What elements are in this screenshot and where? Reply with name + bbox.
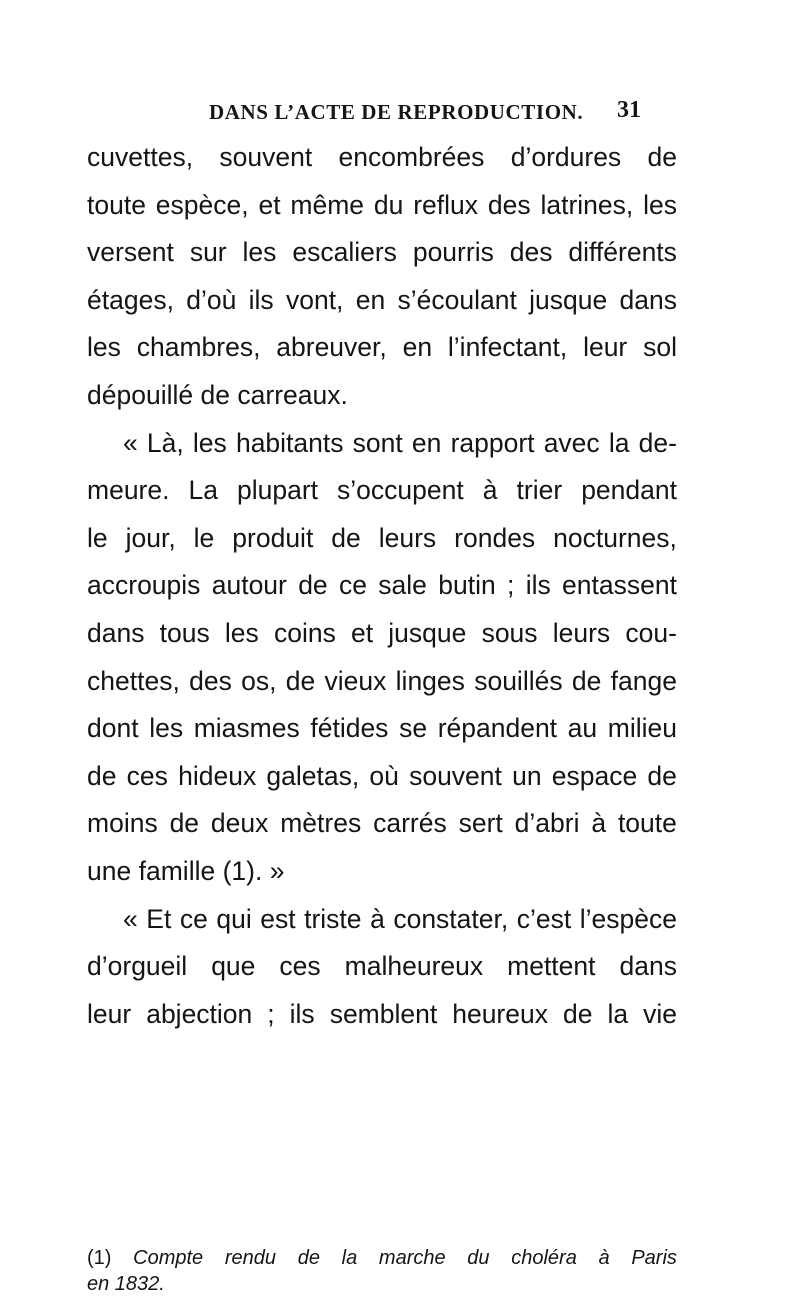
word: les bbox=[242, 237, 277, 268]
word: souvent bbox=[409, 760, 502, 791]
word: en bbox=[411, 427, 442, 458]
word: avec bbox=[543, 427, 600, 458]
word: en bbox=[355, 284, 386, 315]
footnote-word: marche bbox=[378, 1247, 446, 1269]
footnote-word: Paris bbox=[631, 1247, 677, 1269]
word: à bbox=[370, 903, 385, 934]
word: souvent bbox=[219, 142, 313, 172]
word: trier bbox=[516, 475, 563, 506]
word: La bbox=[188, 475, 218, 506]
word: pourris bbox=[412, 237, 494, 268]
word: du bbox=[373, 189, 404, 220]
word: à bbox=[591, 808, 607, 839]
word: de bbox=[200, 379, 230, 410]
text-line bbox=[87, 562, 677, 610]
text-line bbox=[87, 182, 677, 230]
word: de bbox=[562, 998, 593, 1029]
word: constater, bbox=[393, 903, 509, 934]
word: encombrées bbox=[338, 142, 485, 172]
word: au bbox=[567, 713, 598, 744]
word: les bbox=[87, 332, 121, 363]
word: milieu bbox=[607, 713, 677, 744]
word: ce bbox=[338, 570, 367, 601]
word: souillés bbox=[474, 665, 563, 696]
word: de- bbox=[638, 427, 677, 458]
word: des bbox=[509, 237, 553, 268]
word: ils bbox=[289, 998, 315, 1029]
word: produit bbox=[232, 522, 314, 553]
word: l’infectant, bbox=[447, 332, 568, 363]
word: de bbox=[647, 142, 677, 172]
text-line bbox=[87, 515, 677, 563]
word: que bbox=[211, 951, 256, 982]
word: rapport bbox=[450, 427, 535, 458]
word: leur bbox=[87, 998, 132, 1029]
word: cuvettes, bbox=[87, 142, 194, 172]
word: coins bbox=[273, 617, 336, 648]
word: ce bbox=[179, 903, 208, 934]
word: fétides bbox=[310, 713, 389, 744]
word: dont bbox=[87, 713, 139, 744]
word: la bbox=[608, 427, 630, 458]
word: meure. bbox=[87, 475, 170, 506]
word: mètres bbox=[280, 808, 362, 839]
word: même bbox=[290, 189, 365, 220]
footnote-marker: (1) bbox=[87, 1247, 112, 1269]
word: les bbox=[643, 189, 677, 220]
word: se bbox=[399, 713, 428, 744]
running-title: DANS L’ACTE DE REPRODUCTION. bbox=[209, 100, 584, 124]
word: de bbox=[298, 570, 328, 601]
word: linges bbox=[395, 665, 465, 696]
word: leur bbox=[583, 332, 628, 363]
word: d’où bbox=[186, 284, 237, 315]
word: leurs bbox=[378, 522, 437, 553]
word: tous bbox=[159, 617, 210, 648]
word: sur bbox=[189, 237, 227, 268]
word: entassent bbox=[562, 570, 677, 601]
word: galetas, bbox=[266, 760, 360, 791]
text-line bbox=[87, 848, 677, 896]
word: reflux bbox=[413, 189, 479, 220]
word: (1). bbox=[222, 855, 263, 886]
word: carreaux. bbox=[237, 379, 348, 410]
word: en bbox=[402, 332, 433, 363]
footnote-word: de bbox=[297, 1247, 320, 1269]
word: toute bbox=[87, 189, 146, 220]
word: miasmes bbox=[193, 713, 300, 744]
word: latrines, bbox=[540, 189, 634, 220]
word: étages, bbox=[87, 284, 174, 315]
word: heureux bbox=[452, 998, 548, 1029]
word: ils bbox=[525, 570, 551, 601]
word: différents bbox=[568, 237, 677, 268]
text-line bbox=[87, 943, 677, 991]
word: et bbox=[258, 189, 281, 220]
text-line bbox=[87, 277, 677, 325]
word: des bbox=[189, 665, 232, 696]
word: sale bbox=[378, 570, 427, 601]
word: le bbox=[193, 522, 215, 553]
word: de bbox=[331, 522, 361, 553]
word: versent bbox=[87, 237, 174, 268]
word: rondes bbox=[454, 522, 536, 553]
word: chettes, bbox=[87, 665, 180, 696]
running-header bbox=[209, 90, 641, 130]
word: nocturnes, bbox=[553, 522, 677, 553]
text-line bbox=[87, 800, 677, 848]
word: jusque bbox=[388, 617, 467, 648]
word: fange bbox=[610, 665, 677, 696]
word: deux bbox=[210, 808, 269, 839]
word: moins bbox=[87, 808, 158, 839]
word: chambres, bbox=[136, 332, 261, 363]
word: malheureux bbox=[344, 951, 484, 982]
word: des bbox=[487, 189, 531, 220]
footnote-line bbox=[87, 1271, 677, 1297]
word: s’écoulant bbox=[397, 284, 517, 315]
word: hideux bbox=[178, 760, 257, 791]
word: triste bbox=[304, 903, 362, 934]
word: un bbox=[512, 760, 542, 791]
word: espèce, bbox=[155, 189, 249, 220]
word: sol bbox=[643, 332, 677, 363]
word: s’occupent bbox=[337, 475, 464, 506]
word: « bbox=[123, 903, 138, 934]
word: d’abri bbox=[514, 808, 580, 839]
word: de bbox=[571, 665, 602, 696]
word: cou- bbox=[625, 617, 677, 648]
text-line bbox=[87, 229, 677, 277]
footnote-line bbox=[87, 1245, 677, 1271]
word: les bbox=[149, 713, 184, 744]
footnote-word: la bbox=[341, 1247, 358, 1269]
word: » bbox=[269, 855, 285, 886]
word: butin bbox=[438, 570, 496, 601]
word: jusque bbox=[529, 284, 608, 315]
word: ; bbox=[507, 570, 515, 601]
word: semblent bbox=[329, 998, 438, 1029]
word: ces bbox=[126, 760, 168, 791]
text-line bbox=[87, 705, 677, 753]
word: espace bbox=[551, 760, 638, 791]
word: sert bbox=[458, 808, 503, 839]
word: vont, bbox=[285, 284, 344, 315]
footnote-word: rendu bbox=[224, 1247, 277, 1269]
footnote-word: à bbox=[598, 1247, 610, 1269]
word: toute bbox=[617, 808, 677, 839]
word: vie bbox=[643, 998, 677, 1029]
footnote bbox=[87, 1245, 677, 1297]
word: os, bbox=[241, 665, 277, 696]
word: « bbox=[123, 427, 138, 458]
word: dépouillé bbox=[87, 379, 194, 410]
word: les bbox=[192, 427, 227, 458]
footnote-text: en 1832. bbox=[87, 1273, 165, 1295]
word: la bbox=[607, 998, 629, 1029]
text-line bbox=[87, 134, 677, 182]
word: accroupis bbox=[87, 570, 201, 601]
word: vieux bbox=[324, 665, 387, 696]
word: leurs bbox=[552, 617, 611, 648]
word: de bbox=[169, 808, 200, 839]
word: de bbox=[647, 760, 677, 791]
text-line bbox=[87, 991, 677, 1039]
word: dans bbox=[619, 284, 677, 315]
word: Et bbox=[146, 903, 172, 934]
word: famille bbox=[138, 855, 216, 886]
word: c’est bbox=[516, 903, 572, 934]
word: carrés bbox=[373, 808, 447, 839]
word: qui bbox=[216, 903, 252, 934]
word: dans bbox=[87, 617, 145, 648]
text-line bbox=[87, 753, 677, 801]
text-line bbox=[87, 896, 677, 944]
text-line bbox=[87, 467, 677, 515]
word: mettent bbox=[507, 951, 596, 982]
body-text bbox=[87, 134, 677, 1038]
word: l’espèce bbox=[579, 903, 677, 934]
word: de bbox=[285, 665, 316, 696]
word: sous bbox=[481, 617, 538, 648]
word: où bbox=[369, 760, 399, 791]
footnote-word: du bbox=[467, 1247, 490, 1269]
word: répandent bbox=[437, 713, 558, 744]
text-line bbox=[87, 324, 677, 372]
word: escaliers bbox=[292, 237, 397, 268]
word: sont bbox=[352, 427, 403, 458]
page-number: 31 bbox=[617, 97, 641, 123]
word: et bbox=[351, 617, 374, 648]
word: dans bbox=[619, 951, 677, 982]
word: ils bbox=[248, 284, 274, 315]
text-line bbox=[87, 658, 677, 706]
word: est bbox=[260, 903, 296, 934]
word: abreuver, bbox=[276, 332, 387, 363]
word: une bbox=[87, 855, 132, 886]
word: Là, bbox=[146, 427, 184, 458]
footnote-word: choléra bbox=[511, 1247, 577, 1269]
text-line bbox=[87, 372, 677, 420]
text-line bbox=[87, 610, 677, 658]
word: à bbox=[482, 475, 498, 506]
word: abjection bbox=[146, 998, 253, 1029]
footnote-word: Compte bbox=[133, 1247, 204, 1269]
word: d’orgueil bbox=[87, 951, 188, 982]
word: plupart bbox=[237, 475, 319, 506]
word: autour bbox=[211, 570, 287, 601]
word: jour, bbox=[125, 522, 176, 553]
word: ; bbox=[267, 998, 275, 1029]
word: de bbox=[87, 760, 117, 791]
word: ces bbox=[279, 951, 321, 982]
word: le bbox=[87, 522, 108, 553]
text-line bbox=[87, 420, 677, 468]
word: habitants bbox=[235, 427, 344, 458]
word: pendant bbox=[581, 475, 677, 506]
word: d’ordures bbox=[510, 142, 622, 172]
word: les bbox=[224, 617, 259, 648]
